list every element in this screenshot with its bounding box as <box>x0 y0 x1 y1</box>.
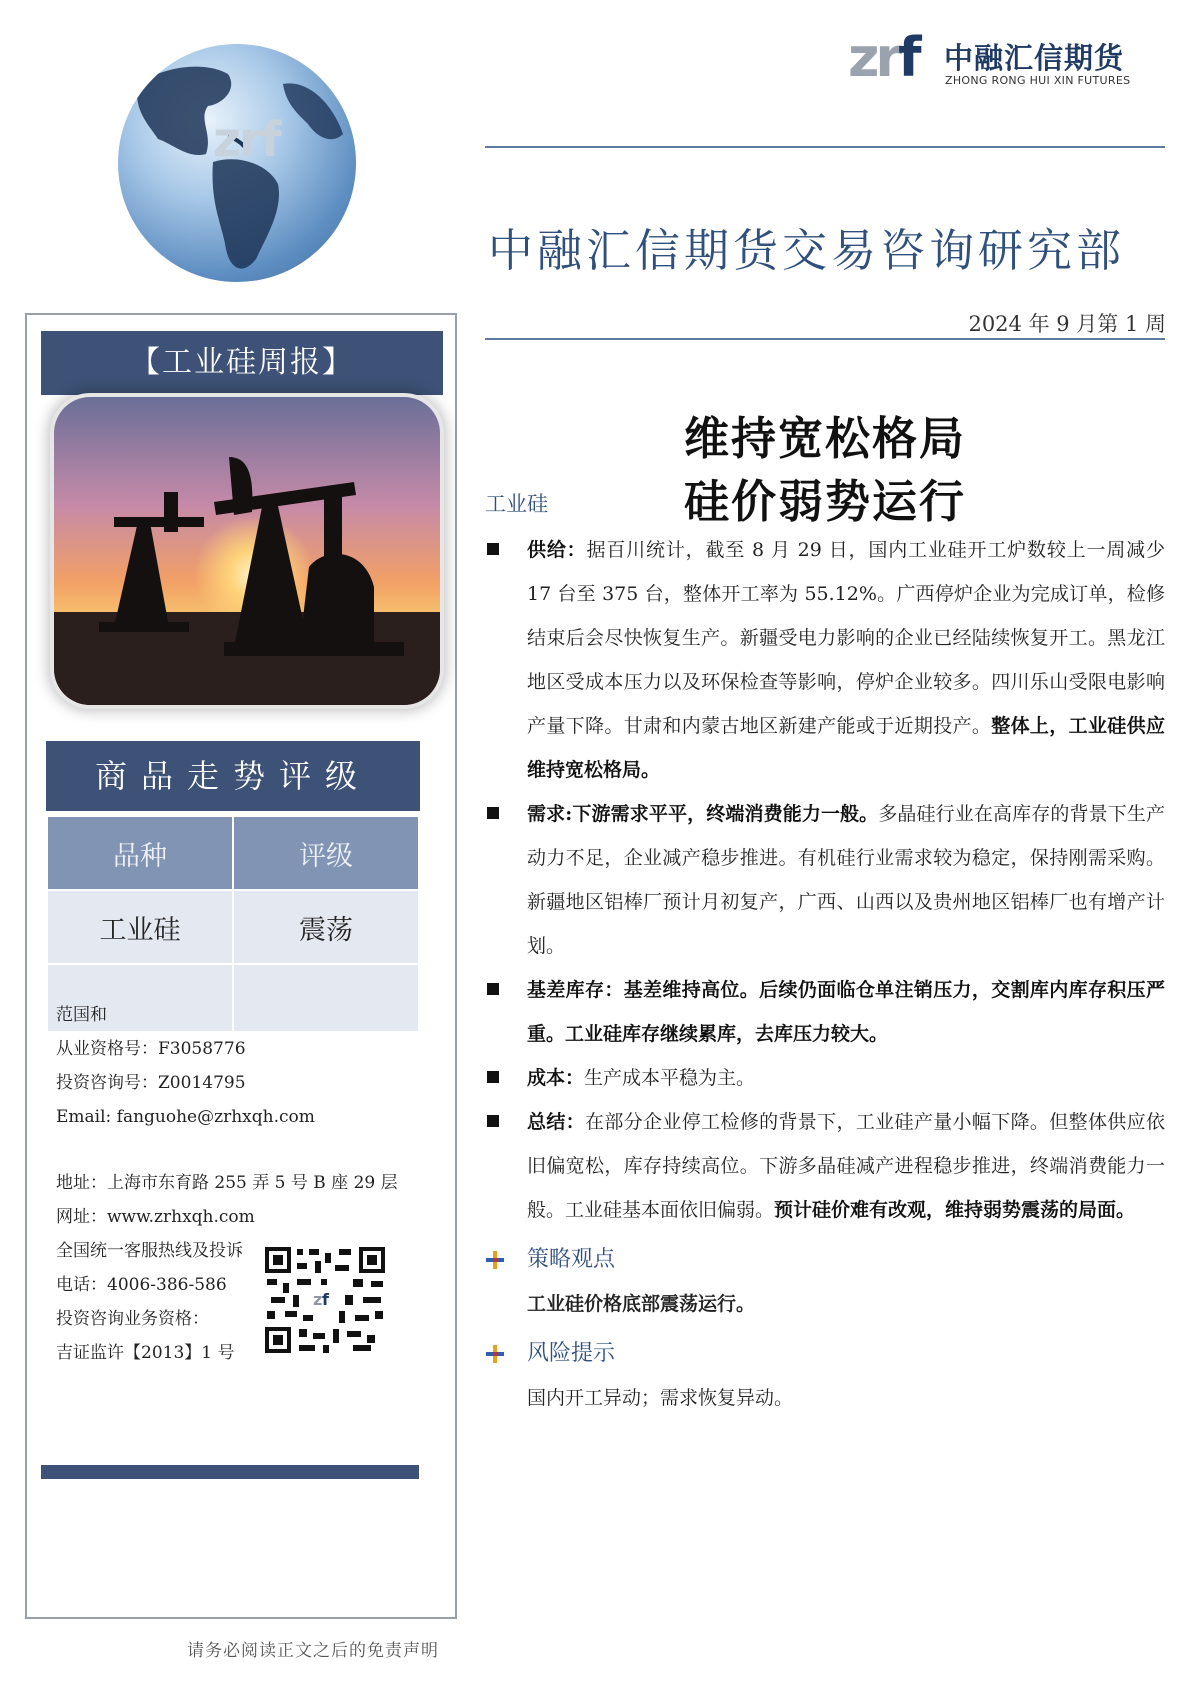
globe-mark-text: zrf <box>213 112 280 168</box>
bullet-square-icon <box>487 983 499 995</box>
report-body <box>485 488 1165 1420</box>
hotline-block <box>56 1234 243 1370</box>
risk-text: 国内开工异动；需求恢复异动。 <box>527 1387 794 1409</box>
sidebar-panel <box>25 313 457 1619</box>
bullet-square-icon <box>487 1115 499 1127</box>
analyst-email: Email: fanguohe@zrhxqh.com <box>56 1107 315 1127</box>
headline-line-2: 硅价弱势运行 <box>683 475 966 528</box>
demand-label: 需求:下游需求平平，终端消费能力一般。 <box>527 803 879 825</box>
rating-table-header-rating: 评级 <box>233 816 419 890</box>
bullet-square-icon <box>487 543 499 555</box>
company-website: 网址：www.zrhxqh.com <box>56 1207 255 1227</box>
analyst-consult-no: 投资咨询号：Z0014795 <box>56 1073 246 1093</box>
strategy-title: 策略观点 <box>527 1247 616 1272</box>
svg-text:f: f <box>322 1290 329 1309</box>
cost-text: 生产成本平稳为主。 <box>584 1067 756 1089</box>
risk-heading <box>485 1332 1165 1376</box>
summary-text: 在部分企业停工检修的背景下，工业硅产量小幅下降。但整体供应依旧偏宽松，库存持续高位。下游多晶硅减产进程稳步推进，终端消费能力一般。工业硅基本面依旧偏弱。 <box>527 1111 1165 1221</box>
cost-paragraph <box>485 1056 1165 1100</box>
supply-conclusion: 整体上，工业硅供应维持宽松格局。 <box>527 715 1165 781</box>
qr-code-image <box>263 1245 387 1355</box>
company-logo <box>848 26 1138 90</box>
rating-table-rating: 震荡 <box>233 890 419 964</box>
rating-table-variety: 工业硅 <box>47 890 233 964</box>
analyst-license: 从业资格号：F3058776 <box>56 1039 246 1059</box>
hotline-phone: 电话：4006-386-586 <box>56 1275 227 1295</box>
header-rule-bottom <box>485 338 1165 340</box>
basis-text: 基差维持高位。后续仍面临仓单注销压力，交割库内库存积压严重。工业硅库存继续累库，去库压力较大。 <box>527 979 1165 1045</box>
cost-label: 成本： <box>527 1067 585 1089</box>
strategy-text: 工业硅价格底部震荡运行。 <box>527 1293 756 1315</box>
rating-table-header-variety: 品种 <box>47 816 233 890</box>
logo-english-name: ZHONG RONG HUI XIN FUTURES <box>945 74 1131 87</box>
supply-text: 据百川统计，截至 8 月 29 日，国内工业硅开工炉数较上一周减少 17 台至 375 台，整体开工率为 55.12%。广西停炉企业为完成订单，检修结束后会尽快恢复生产。新疆受电力影响的企业已经陆续恢复开工。黑龙江地区受成本压力以及环保检查等影响，停炉企业较多。四川乐山受限电影响产量下降。甘肃和内蒙古地区新建产能或于近期投产。 <box>527 539 1165 737</box>
supply-label: 供给： <box>527 539 587 561</box>
company-address: 地址：上海市东育路 255 弄 5 号 B 座 29 层 <box>56 1173 398 1193</box>
summary-paragraph <box>485 1100 1165 1232</box>
strategy-heading <box>485 1238 1165 1282</box>
analyst-info <box>56 998 315 1134</box>
risk-title: 风险提示 <box>527 1341 616 1366</box>
strategy-star-icon <box>485 1250 505 1270</box>
summary-label: 总结： <box>527 1111 586 1133</box>
basis-paragraph <box>485 968 1165 1056</box>
supply-paragraph <box>485 528 1165 792</box>
headline-line-1: 维持宽松格局 <box>683 412 966 465</box>
report-type-title: 【工业硅周报】 <box>41 331 443 395</box>
qualification-number: 吉证监许【2013】1 号 <box>56 1343 235 1363</box>
rating-section-title: 商品走势评级 <box>46 741 420 811</box>
disclaimer-note: 请务必阅读正文之后的免责声明 <box>187 1641 439 1661</box>
department-title: 中融汇信期货交易咨询研究部 <box>488 224 1126 277</box>
svg-text:z: z <box>313 1290 323 1309</box>
oil-pump-sunset-photo <box>54 397 440 705</box>
demand-paragraph <box>485 792 1165 968</box>
bullet-square-icon <box>487 1071 499 1083</box>
demand-text: 多晶硅行业在高库存的背景下生产动力不足，企业减产稳步推进。有机硅行业需求较为稳定，保持刚需采购。新疆地区铝棒厂预计月初复产，广西、山西以及贵州地区铝棒厂也有增产计划。 <box>527 803 1165 957</box>
analyst-name: 范国和 <box>56 1005 107 1025</box>
company-address-block <box>56 1166 398 1234</box>
bullet-square-icon <box>487 807 499 819</box>
hotline-label: 全国统一客服热线及投诉 <box>56 1241 243 1261</box>
globe-logo-image <box>118 44 356 282</box>
logo-chinese-name: 中融汇信期货 <box>944 41 1125 75</box>
commodity-label: 工业硅 <box>485 492 548 516</box>
issue-date: 2024 年 9 月第 1 周 <box>968 312 1166 336</box>
header-rule-top <box>485 146 1165 148</box>
qualification-label: 投资咨询业务资格： <box>56 1309 209 1329</box>
basis-label: 基差库存： <box>527 979 624 1001</box>
risk-star-icon <box>485 1344 505 1364</box>
sidebar-bottom-bar <box>41 1465 419 1479</box>
logo-mark: zrf <box>848 26 918 89</box>
summary-conclusion: 预计硅价难有改观，维持弱势震荡的局面。 <box>774 1199 1136 1221</box>
